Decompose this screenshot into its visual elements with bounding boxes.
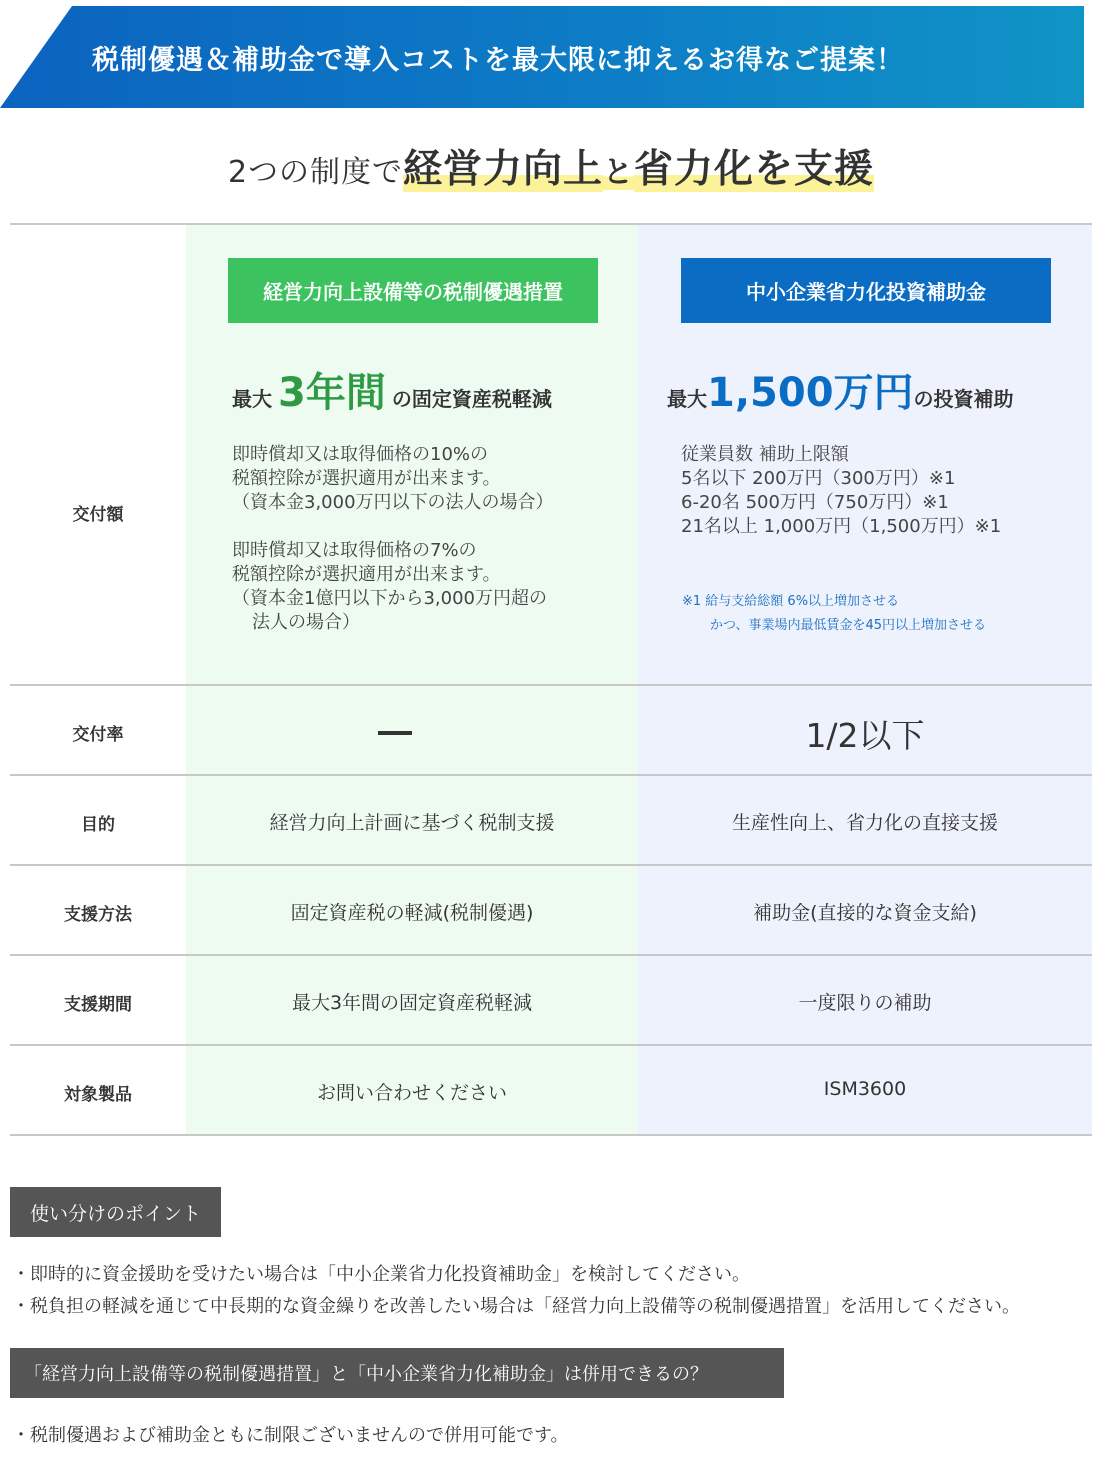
points-bullet-1: ・即時的に資金援助を受けたい場合は「中小企業省力化投資補助金」を検討してください。 bbox=[12, 1264, 750, 1285]
tax-detail-2-line: 税額控除が選択適用が出来ます。 bbox=[232, 564, 501, 585]
tax-detail-2-line: 法人の場合） bbox=[252, 612, 360, 633]
tax-measure-badge: 経営力向上設備等の税制優遇措置 bbox=[228, 258, 598, 323]
row-label-period: 支援期間 bbox=[64, 995, 132, 1015]
subsidy-limit-row: 5名以下 200万円（300万円）※1 bbox=[681, 468, 956, 489]
subsidy-note-line: かつ、事業場内最低賃金を45円以上増加させる bbox=[710, 618, 987, 633]
row-label-method: 支援方法 bbox=[64, 905, 132, 925]
row-divider bbox=[10, 1044, 1092, 1046]
subsidy-limits-header: 従業員数 補助上限額 bbox=[681, 444, 849, 465]
row-divider bbox=[10, 864, 1092, 866]
banner-text: 税制優遇＆補助金で導入コストを最大限に抑えるお得なご提案！ bbox=[92, 44, 904, 76]
subsidy-rate-value: 1/2以下 bbox=[805, 716, 925, 755]
subsidy-max-value: 1,500万円 bbox=[707, 370, 914, 416]
title-highlight-1: 経営力向上 bbox=[403, 147, 604, 192]
title-highlight-2: 省力化を支援 bbox=[634, 147, 875, 192]
tax-products: お問い合わせください bbox=[316, 1082, 507, 1104]
subsidy-note-line: ※1 給与支給総額 6%以上増加させる bbox=[682, 594, 900, 609]
combo-tag: 「経営力向上設備等の税制優遇措置」と「中小企業省力化補助金」は併用できるの？ bbox=[10, 1348, 784, 1398]
tax-detail-1-line: 即時償却又は取得価格の10%の bbox=[232, 444, 489, 465]
subsidy-limit-row: 21名以上 1,000万円（1,500万円）※1 bbox=[681, 516, 1002, 537]
subsidy-period: 一度限りの補助 bbox=[798, 992, 932, 1014]
tax-rate-dash bbox=[378, 731, 412, 735]
tax-detail-1-line: 税額控除が選択適用が出来ます。 bbox=[232, 468, 501, 489]
tax-max-line bbox=[232, 361, 552, 418]
row-divider bbox=[10, 1134, 1092, 1136]
tax-period: 最大3年間の固定資産税軽減 bbox=[291, 992, 533, 1014]
combo-bullet-1: ・税制優遇および補助金ともに制限ございませんので併用可能です。 bbox=[12, 1425, 569, 1446]
row-label-purpose: 目的 bbox=[81, 815, 115, 835]
subsidy-limit-row: 6-20名 500万円（750万円）※1 bbox=[681, 492, 949, 513]
row-divider bbox=[10, 954, 1092, 956]
tax-detail-1-line: （資本金3,000万円以下の法人の場合） bbox=[232, 492, 554, 513]
tax-purpose: 経営力向上計画に基づく税制支援 bbox=[269, 812, 555, 834]
subsidy-max-line bbox=[667, 361, 1014, 418]
subsidy-purpose: 生産性向上、省力化の直接支援 bbox=[731, 812, 998, 834]
tax-max-value: 3年間 bbox=[278, 370, 386, 416]
page-title bbox=[0, 138, 1102, 194]
row-divider bbox=[10, 774, 1092, 776]
points-bullet-2: ・税負担の軽減を通じて中長期的な資金繰りを改善したい場合は「経営力向上設備等の税制優遇措置」を活用してください。 bbox=[12, 1296, 1020, 1317]
subsidy-products: ISM3600 bbox=[823, 1078, 907, 1100]
tax-method: 固定資産税の軽減(税制優遇) bbox=[290, 902, 534, 924]
subsidy-method: 補助金(直接的な資金支給) bbox=[753, 902, 977, 924]
comparison-table bbox=[10, 223, 1092, 1134]
points-tag: 使い分けのポイント bbox=[10, 1187, 221, 1237]
subsidy-max-prefix: 最大 bbox=[667, 387, 707, 411]
tax-max-suffix: の固定資産税軽減 bbox=[391, 387, 552, 411]
subsidy-max-suffix: の投資補助 bbox=[913, 387, 1014, 411]
tax-detail-2-line: 即時償却又は取得価格の7%の bbox=[232, 540, 477, 561]
subsidy-note bbox=[682, 590, 986, 638]
tax-detail-2-line: （資本金1億円以下から3,000万円超の bbox=[232, 588, 547, 609]
tax-detail-1 bbox=[232, 443, 554, 515]
row-label-amount: 交付額 bbox=[72, 505, 124, 525]
row-divider bbox=[10, 684, 1092, 686]
title-prefix: 2つの制度で bbox=[227, 155, 404, 190]
subsidy-badge: 中小企業省力化投資補助金 bbox=[681, 258, 1051, 323]
subsidy-limits bbox=[681, 443, 1001, 539]
row-label-products: 対象製品 bbox=[64, 1085, 132, 1105]
tax-max-prefix: 最大 bbox=[232, 387, 272, 411]
title-mid: と bbox=[603, 155, 635, 190]
row-label-rate: 交付率 bbox=[72, 725, 124, 745]
tax-detail-2 bbox=[232, 539, 547, 635]
